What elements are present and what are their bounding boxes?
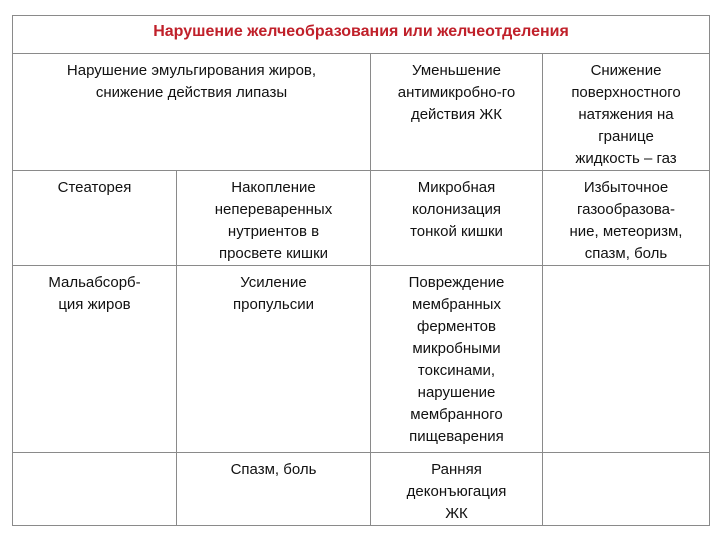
cell-nutrient-accumulation [177, 171, 371, 266]
cell-spasm-pain [177, 453, 371, 526]
cell-line: границе [598, 128, 654, 145]
cell-line: Уменьшение [412, 62, 501, 79]
cell-early-deconjugation [371, 453, 543, 526]
table-row [13, 171, 710, 266]
cell-excess-gas [543, 171, 710, 266]
cell-empty [543, 453, 710, 526]
cell-line: Ранняя [431, 461, 482, 478]
cell-line: микробными [412, 340, 501, 357]
cell-line: ция жиров [58, 296, 131, 313]
cell-line: Избыточное [583, 179, 669, 196]
cell-line: деконъюгация [406, 483, 507, 500]
cell-line: Стеаторея [57, 179, 132, 196]
cell-line: Снижение [590, 62, 662, 79]
header-antimicrobial [371, 54, 543, 171]
pathology-table [12, 15, 710, 526]
cell-line: просвете кишки [218, 245, 329, 262]
cell-line: тонкой кишки [410, 223, 503, 240]
cell-line: Усиление [240, 274, 307, 291]
cell-line: антимикробно-го [397, 84, 516, 101]
cell-line: нарушение [417, 384, 496, 401]
header-emulsification [13, 54, 371, 171]
cell-propulsion [177, 266, 371, 453]
cell-line: непереваренных [214, 201, 333, 218]
cell-line: натяжения на [578, 106, 674, 123]
cell-line: Повреждение [408, 274, 505, 291]
table-title: Нарушение желчеобразования или желчеотделения [153, 23, 569, 40]
cell-line: колонизация [412, 201, 501, 218]
cell-line: ферментов [417, 318, 496, 335]
cell-line: мембранного [410, 406, 503, 423]
cell-steatorrhea [13, 171, 177, 266]
cell-enzyme-damage [371, 266, 543, 453]
table-title-cell [13, 16, 710, 54]
cell-line: нутриентов в [227, 223, 320, 240]
cell-line: Микробная [417, 179, 496, 196]
cell-malabsorption [13, 266, 177, 453]
cell-line: жидкость – газ [575, 150, 677, 167]
cell-line: ЖК [445, 505, 468, 522]
cell-line: спазм, боль [584, 245, 668, 262]
cell-empty [13, 453, 177, 526]
cell-line: снижение действия липазы [95, 84, 288, 101]
cell-line: Нарушение эмульгирования жиров, [66, 62, 317, 79]
cell-line: поверхностного [571, 84, 681, 101]
cell-line: Мальабсорб- [48, 274, 141, 291]
cell-line: газообразова- [577, 201, 676, 218]
cell-line: Спазм, боль [230, 461, 317, 478]
table-row [13, 266, 710, 453]
cell-line: Накопление [231, 179, 316, 196]
cell-line: пищеварения [409, 428, 504, 445]
header-surface-tension [543, 54, 710, 171]
cell-empty [543, 266, 710, 453]
cell-line: токсинами, [417, 362, 496, 379]
cell-line: мембранных [412, 296, 501, 313]
cell-line: пропульсии [233, 296, 314, 313]
cell-microbial-colonization [371, 171, 543, 266]
cell-line: действия ЖК [410, 106, 503, 123]
cell-line: ние, метеоризм, [569, 223, 683, 240]
table-row [13, 453, 710, 526]
